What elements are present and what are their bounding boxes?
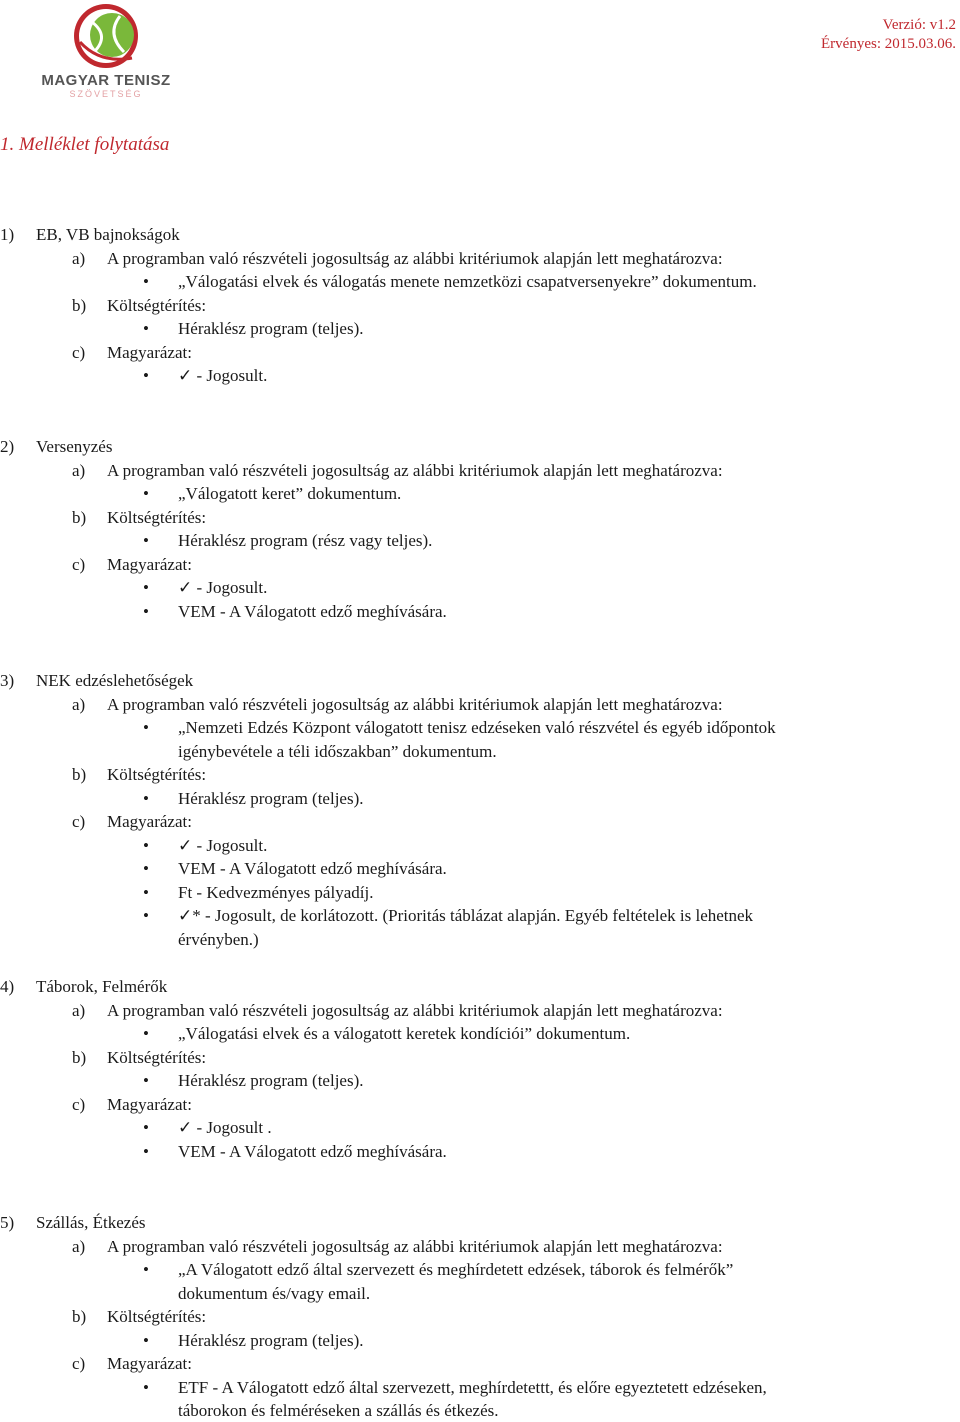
- explanation-item: ✓* - Jogosult, de korlátozott. (Prioritás táblázat alapján. Egyéb feltételek is lehetnek: [178, 906, 754, 925]
- cost-item: Héraklész program (teljes).: [178, 1330, 364, 1350]
- explanation-item: táborokon és felméréseken a szállás és étkezés.: [178, 1401, 499, 1420]
- cost-item: Héraklész program (teljes).: [178, 319, 364, 338]
- explanation-item: ✓ - Jogosult.: [178, 366, 268, 385]
- criteria-label: A programban való részvételi jogosultság az alábbi kritériumok alapján lett meghatározva:: [107, 694, 723, 714]
- section-title: Versenyzés: [36, 437, 113, 456]
- criteria-label: A programban való részvételi jogosultság az alábbi kritériumok alapján lett meghatározva:: [107, 1236, 723, 1256]
- bullet-icon: •: [143, 788, 149, 808]
- criteria-letter: a): [72, 248, 86, 268]
- section-number: 5): [0, 1213, 15, 1232]
- criteria-item: igénybevétele a téli időszakban” dokumentum.: [178, 741, 497, 761]
- section-number: 3): [0, 671, 15, 690]
- bullet-icon: •: [143, 1141, 149, 1161]
- version-info: [821, 16, 956, 54]
- cost-item: Héraklész program (teljes).: [178, 1071, 364, 1090]
- explanation-item: ETF - A Válogatott edző által szervezett, meghírdetettt, és előre egyeztetett edzéseken,: [178, 1377, 767, 1397]
- section-title: Táborok, Felmérők: [36, 977, 168, 996]
- explanation-item: ✓ - Jogosult.: [178, 835, 268, 855]
- explanation-item: VEM - A Válogatott edző meghívására.: [178, 859, 447, 878]
- criteria-label: A programban való részvételi jogosultság az alábbi kritériumok alapján lett meghatározva:: [107, 248, 723, 268]
- criteria-item: „Válogatási elvek és a válogatott keretek kondíciói” dokumentum.: [178, 1024, 631, 1043]
- criteria-item: dokumentum és/vagy email.: [178, 1283, 371, 1303]
- cost-label: Költségtérítés:: [107, 507, 207, 527]
- cost-item: Héraklész program (teljes).: [178, 788, 364, 808]
- section-number: 1): [0, 225, 15, 244]
- criteria-letter: a): [72, 694, 86, 714]
- explanation-letter: c): [72, 554, 86, 574]
- cost-item: Héraklész program (rész vagy teljes).: [178, 531, 433, 550]
- cost-label: Költségtérítés:: [107, 1047, 207, 1067]
- tennis-ball-logo-icon: [40, 2, 172, 72]
- bullet-icon: •: [143, 835, 149, 855]
- explanation-label: Magyarázat:: [107, 1354, 192, 1373]
- cost-letter: b): [72, 1047, 87, 1067]
- section-title: NEK edzéslehetőségek: [36, 671, 194, 690]
- bullet-icon: •: [143, 1024, 149, 1043]
- explanation-label: Magyarázat:: [107, 342, 192, 362]
- explanation-label: Magyarázat:: [107, 554, 192, 574]
- logo-subtitle: SZÖVETSÉG: [69, 89, 143, 99]
- explanation-item: VEM - A Válogatott edző meghívására.: [178, 1141, 447, 1161]
- cost-label: Költségtérítés:: [107, 1307, 207, 1326]
- explanation-item: VEM - A Válogatott edző meghívására.: [178, 601, 447, 621]
- criteria-label: A programban való részvételi jogosultság az alábbi kritériumok alapján lett meghatározva:: [107, 1000, 723, 1020]
- bullet-icon: •: [143, 1377, 149, 1397]
- section-number: 4): [0, 977, 15, 996]
- bullet-icon: •: [143, 319, 149, 338]
- cost-letter: b): [72, 295, 87, 315]
- cost-label: Költségtérítés:: [107, 295, 207, 315]
- bullet-icon: •: [143, 366, 149, 385]
- explanation-letter: c): [72, 342, 86, 362]
- bullet-icon: •: [143, 272, 149, 291]
- criteria-item: „Válogatási elvek és válogatás menete nemzetközi csapatversenyekre” dokumentum.: [178, 272, 757, 291]
- criteria-item: „Nemzeti Edzés Központ válogatott tenisz edzéseken való részvétel és egyéb időpontok: [178, 718, 776, 737]
- federation-logo: [40, 2, 172, 100]
- bullet-icon: •: [143, 859, 149, 878]
- criteria-item: „A Válogatott edző által szervezett és meghírdetett edzések, táborok és felmérők”: [178, 1260, 734, 1279]
- bullet-icon: •: [143, 531, 149, 550]
- version-label: Verzió: v1.2: [882, 17, 956, 33]
- bullet-icon: •: [143, 1118, 149, 1137]
- criteria-letter: a): [72, 1236, 86, 1256]
- explanation-item: érvényben.): [178, 929, 259, 949]
- appendix-title: 1. Melléklet folytatása: [0, 134, 170, 155]
- explanation-label: Magyarázat:: [107, 812, 192, 831]
- bullet-icon: •: [143, 882, 149, 902]
- explanation-letter: c): [72, 1094, 86, 1114]
- section-title: Szállás, Étkezés: [36, 1213, 146, 1232]
- bullet-icon: •: [143, 1330, 149, 1350]
- criteria-item: „Válogatott keret” dokumentum.: [178, 484, 402, 503]
- criteria-letter: a): [72, 1000, 86, 1020]
- bullet-icon: •: [143, 1071, 149, 1090]
- explanation-item: ✓ - Jogosult.: [178, 578, 268, 597]
- bullet-icon: •: [143, 601, 149, 621]
- explanation-letter: c): [72, 812, 86, 831]
- cost-label: Költségtérítés:: [107, 765, 207, 784]
- bullet-icon: •: [143, 718, 149, 737]
- bullet-icon: •: [143, 578, 149, 597]
- section-number: 2): [0, 437, 15, 456]
- criteria-label: A programban való részvételi jogosultság az alábbi kritériumok alapján lett meghatározva:: [107, 460, 723, 480]
- bullet-icon: •: [143, 484, 149, 503]
- valid-date-label: Érvényes: 2015.03.06.: [821, 36, 956, 52]
- explanation-item: Ft - Kedvezményes pályadíj.: [178, 882, 374, 902]
- cost-letter: b): [72, 507, 87, 527]
- cost-letter: b): [72, 1307, 87, 1326]
- logo-title: MAGYAR TENISZ: [41, 72, 171, 89]
- cost-letter: b): [72, 765, 87, 784]
- explanation-letter: c): [72, 1354, 86, 1373]
- bullet-icon: •: [143, 1260, 149, 1279]
- explanation-item: ✓ - Jogosult .: [178, 1118, 272, 1137]
- explanation-label: Magyarázat:: [107, 1094, 192, 1114]
- section-title: EB, VB bajnokságok: [36, 225, 180, 244]
- criteria-letter: a): [72, 460, 86, 480]
- bullet-icon: •: [143, 906, 149, 925]
